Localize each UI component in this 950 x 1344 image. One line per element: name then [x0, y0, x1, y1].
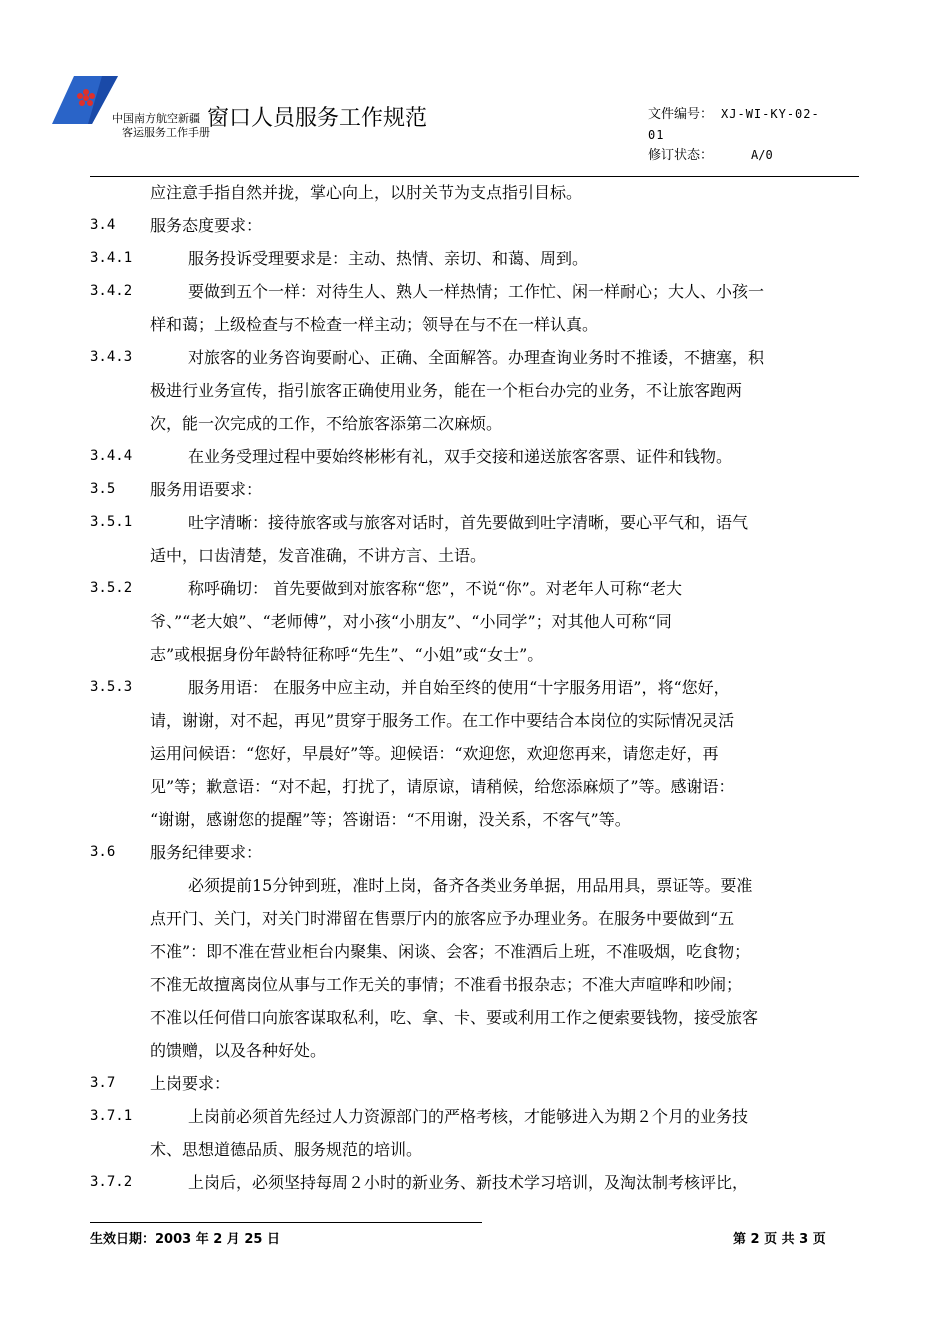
paragraph-line — [90, 374, 870, 407]
paragraph-line — [90, 1067, 870, 1100]
section-number: 3.5 — [90, 481, 116, 497]
company-line-1: 中国南方航空新疆 — [112, 112, 200, 125]
line-text: 服务用语要求： — [150, 480, 263, 499]
company-name — [112, 112, 210, 140]
line-text: 不准”：即不准在营业柜台内聚集、闲谈、会客；不准酒后上班，不准吸烟，吃食物； — [150, 942, 751, 961]
paragraph-line — [90, 770, 870, 803]
line-text: 吐字清晰：接待旅客或与旅客对话时，首先要做到吐字清晰，要心平气和，语气 — [188, 513, 749, 532]
paragraph-line — [90, 1166, 870, 1199]
line-text: 服务用语： 在服务中应主动，并自始至终的使用“十字服务用语”，将“您好， — [188, 678, 730, 697]
line-text: 见”等；歉意语：“对不起，打扰了，请原谅，请稍候，给您添麻烦了”等。感谢语： — [150, 777, 735, 796]
line-text: 次，能一次完成的工作，不给旅客添第二次麻烦。 — [150, 414, 503, 433]
line-text: “谢谢，感谢您的提醒”等；答谢语：“不用谢，没关系，不客气”等。 — [150, 810, 631, 829]
paragraph-line — [90, 1133, 870, 1166]
line-text: 不准无故擅离岗位从事与工作无关的事情；不准看书报杂志；不准大声喧哗和吵闹； — [150, 975, 743, 994]
paragraph-line — [90, 1001, 870, 1034]
paragraph-line — [90, 869, 870, 902]
page-number: 第 2 页 共 3 页 — [733, 1232, 826, 1247]
section-number: 3.4.3 — [90, 349, 133, 365]
line-text: 上岗前必须首先经过人力资源部门的严格考核，才能够进入为期２个月的业务技 — [188, 1107, 749, 1126]
document-title: 窗口人员服务工作规范 — [207, 106, 428, 131]
line-text: 样和蔼；上级检查与不检查一样主动；领导在与不在一样认真。 — [150, 315, 599, 334]
section-number: 3.7.2 — [90, 1174, 133, 1190]
line-text: 必须提前15分钟到班，准时上岗，备齐各类业务单据，用品用具，票证等。要准 — [188, 876, 753, 895]
paragraph-line — [90, 473, 870, 506]
file-number-value: XJ-WI-KY-02- — [721, 107, 820, 121]
paragraph-line — [90, 506, 870, 539]
company-line-2: 客运服务工作手册 — [122, 126, 210, 139]
line-text: 术、思想道德品质、服务规范的培训。 — [150, 1140, 423, 1159]
section-number: 3.6 — [90, 844, 116, 860]
line-text: 的馈赠，以及各种好处。 — [150, 1041, 327, 1060]
paragraph-line — [90, 407, 870, 440]
paragraph-line — [90, 671, 870, 704]
paragraph-line — [90, 209, 870, 242]
paragraph-line — [90, 539, 870, 572]
file-number-continuation: 01 — [648, 128, 665, 142]
line-text: 要做到五个一样：对待生人、熟人一样热情；工作忙、闲一样耐心；大人、小孩一 — [188, 282, 765, 301]
line-text: 服务态度要求： — [150, 216, 263, 235]
paragraph-line — [90, 572, 870, 605]
line-text: 志”或根据身份年龄特征称呼“先生”、“小姐”或“女士”。 — [150, 645, 544, 664]
paragraph-line — [90, 902, 870, 935]
section-number: 3.4.2 — [90, 283, 133, 299]
paragraph-line — [90, 836, 870, 869]
paragraph-line — [90, 242, 870, 275]
line-text: 上岗后，必须坚持每周２小时的新业务、新技术学习培训，及淘汰制考核评比， — [188, 1173, 749, 1192]
document-meta — [648, 104, 858, 163]
section-number: 3.5.3 — [90, 679, 133, 695]
line-text: 爷、”“老大娘”、“老师傅”，对小孩“小朋友”、“小同学”；对其他人可称“同 — [150, 612, 672, 631]
section-number: 3.4.4 — [90, 448, 133, 464]
line-text: 对旅客的业务咨询要耐心、正确、全面解答。办理查询业务时不推诿，不搪塞，积 — [188, 348, 765, 367]
line-text: 运用问候语：“您好，早晨好”等。迎候语：“欢迎您，欢迎您再来，请您走好，再 — [150, 744, 719, 763]
section-number: 3.5.1 — [90, 514, 133, 530]
revision-label: 修订状态： — [648, 148, 714, 163]
paragraph-line — [90, 704, 870, 737]
line-text: 服务纪律要求： — [150, 843, 263, 862]
section-number: 3.5.2 — [90, 580, 133, 596]
paragraph-line — [90, 1034, 870, 1067]
paragraph-line — [90, 935, 870, 968]
line-text: 称呼确切： 首先要做到对旅客称“您”，不说“你”。对老年人可称“老大 — [188, 579, 682, 598]
paragraph-line — [90, 308, 870, 341]
revision-value: A/0 — [751, 148, 773, 162]
section-number: 3.4 — [90, 217, 116, 233]
paragraph-line — [90, 968, 870, 1001]
footer-divider — [90, 1222, 482, 1223]
document-body — [90, 176, 870, 1199]
line-text: 服务投诉受理要求是：主动、热情、亲切、和蔼、周到。 — [188, 249, 589, 268]
line-text: 适中，口齿清楚，发音准确，不讲方言、土语。 — [150, 546, 487, 565]
section-number: 3.4.1 — [90, 250, 133, 266]
paragraph-line — [90, 176, 870, 209]
line-text: 应注意手指自然并拢，掌心向上，以肘关节为支点指引目标。 — [150, 183, 583, 202]
line-text: 在业务受理过程中要始终彬彬有礼，双手交接和递送旅客客票、证件和钱物。 — [188, 447, 733, 466]
line-text: 极进行业务宣传，指引旅客正确使用业务，能在一个柜台办完的业务，不让旅客跑两 — [150, 381, 743, 400]
paragraph-line — [90, 1100, 870, 1133]
line-text: 上岗要求： — [150, 1074, 231, 1093]
line-text: 请，谢谢，对不起，再见”贯穿于服务工作。在工作中要结合本岗位的实际情况灵活 — [150, 711, 735, 730]
paragraph-line — [90, 737, 870, 770]
line-text: 不准以任何借口向旅客谋取私利，吃、拿、卡、要或利用工作之便索要钱物，接受旅客 — [150, 1008, 759, 1027]
file-number-label: 文件编号： — [648, 107, 714, 122]
paragraph-line — [90, 605, 870, 638]
paragraph-line — [90, 638, 870, 671]
paragraph-line — [90, 275, 870, 308]
effective-date: 生效日期：2003 年 2 月 25 日 — [90, 1232, 280, 1247]
section-number: 3.7.1 — [90, 1108, 133, 1124]
paragraph-line — [90, 803, 870, 836]
section-number: 3.7 — [90, 1075, 116, 1091]
company-logo — [52, 76, 118, 124]
line-text: 点开门、关门，对关门时滞留在售票厅内的旅客应予办理业务。在服务中要做到“五 — [150, 909, 735, 928]
paragraph-line — [90, 341, 870, 374]
paragraph-line — [90, 440, 870, 473]
